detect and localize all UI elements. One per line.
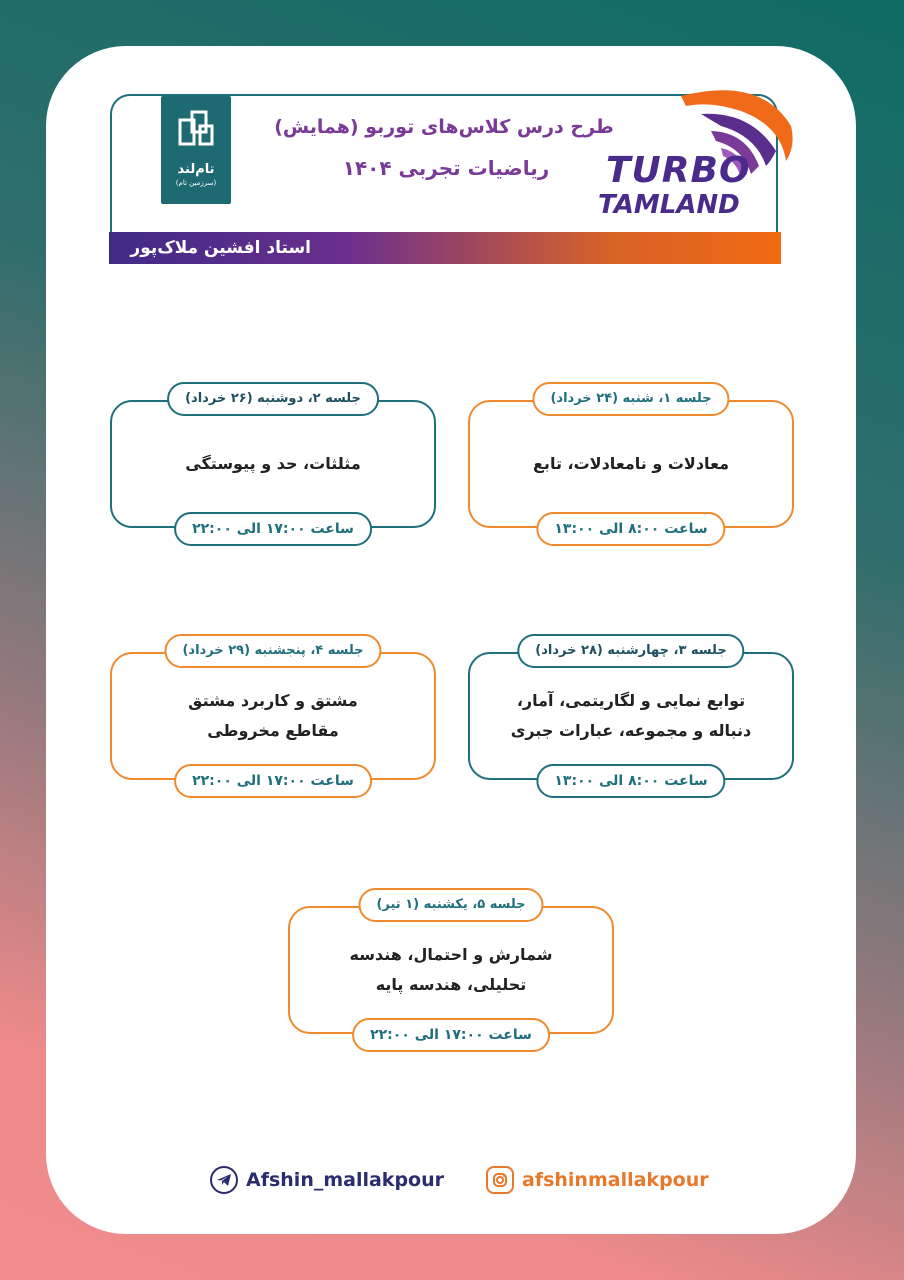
turbo-wordmark: TURBO <box>606 150 751 191</box>
tamland-logo <box>161 96 231 204</box>
session-card-3 <box>468 643 794 789</box>
session-card-2 <box>110 391 436 537</box>
session-1-topic: معادلات و نامعادلات، تابع <box>533 454 729 473</box>
tamland-logo-name: تام‌لند <box>177 162 215 177</box>
session-2-date: جلسه ۲، دوشنبه (۲۶ خرداد) <box>167 382 379 416</box>
session-5-topic: شمارش و احتمال، هندسه تحلیلی، هندسه پایه <box>349 945 553 994</box>
page-title: طرح درس کلاس‌های توربو (همایش) <box>274 116 614 138</box>
instagram-handle-text: afshinmallakpour <box>522 1169 709 1191</box>
session-4-time: ساعت ۱۷:۰۰ الی ۲۲:۰۰ <box>174 764 372 798</box>
session-5-time: ساعت ۱۷:۰۰ الی ۲۲:۰۰ <box>352 1018 550 1052</box>
session-3-topic: توابع نمایی و لگاریتمی، آمار، دنباله و مجموعه، عبارات جبری <box>510 691 752 740</box>
session-card-1 <box>468 391 794 537</box>
tamland-logo-sub: (سرزمین تام) <box>175 179 217 187</box>
instagram-icon <box>486 1166 514 1194</box>
session-card-5 <box>288 897 614 1043</box>
poster-card <box>46 46 856 1234</box>
session-3-date: جلسه ۳، چهارشنبه (۲۸ خرداد) <box>517 634 744 668</box>
session-5-date: جلسه ۵، یکشنبه (۱ تیر) <box>358 888 543 922</box>
session-4-topic: مشتق و کاربرد مشتق مقاطع مخروطی <box>188 691 358 740</box>
session-1-time: ساعت ۸:۰۰ الی ۱۳:۰۰ <box>536 512 725 546</box>
session-card-4 <box>110 643 436 789</box>
telegram-handle-text: Afshin_mallakpour <box>246 1169 444 1191</box>
tamland-building-icon <box>174 106 218 150</box>
session-2-topic: مثلثات، حد و پیوستگی <box>185 454 361 473</box>
teacher-name-bar: استاد افشین ملاک‌پور <box>109 232 781 264</box>
page-subtitle: ریاضیات تجربی ۱۴۰۴ <box>342 156 550 180</box>
session-1-date: جلسه ۱، شنبه (۲۴ خرداد) <box>532 382 729 416</box>
tamland-wordmark: TAMLAND <box>598 190 740 220</box>
session-4-date: جلسه ۴، پنجشنبه (۲۹ خرداد) <box>164 634 381 668</box>
instagram-handle[interactable] <box>486 1166 709 1194</box>
telegram-icon <box>210 1166 238 1194</box>
session-2-time: ساعت ۱۷:۰۰ الی ۲۲:۰۰ <box>174 512 372 546</box>
telegram-handle[interactable] <box>210 1166 444 1194</box>
session-3-time: ساعت ۸:۰۰ الی ۱۳:۰۰ <box>536 764 725 798</box>
